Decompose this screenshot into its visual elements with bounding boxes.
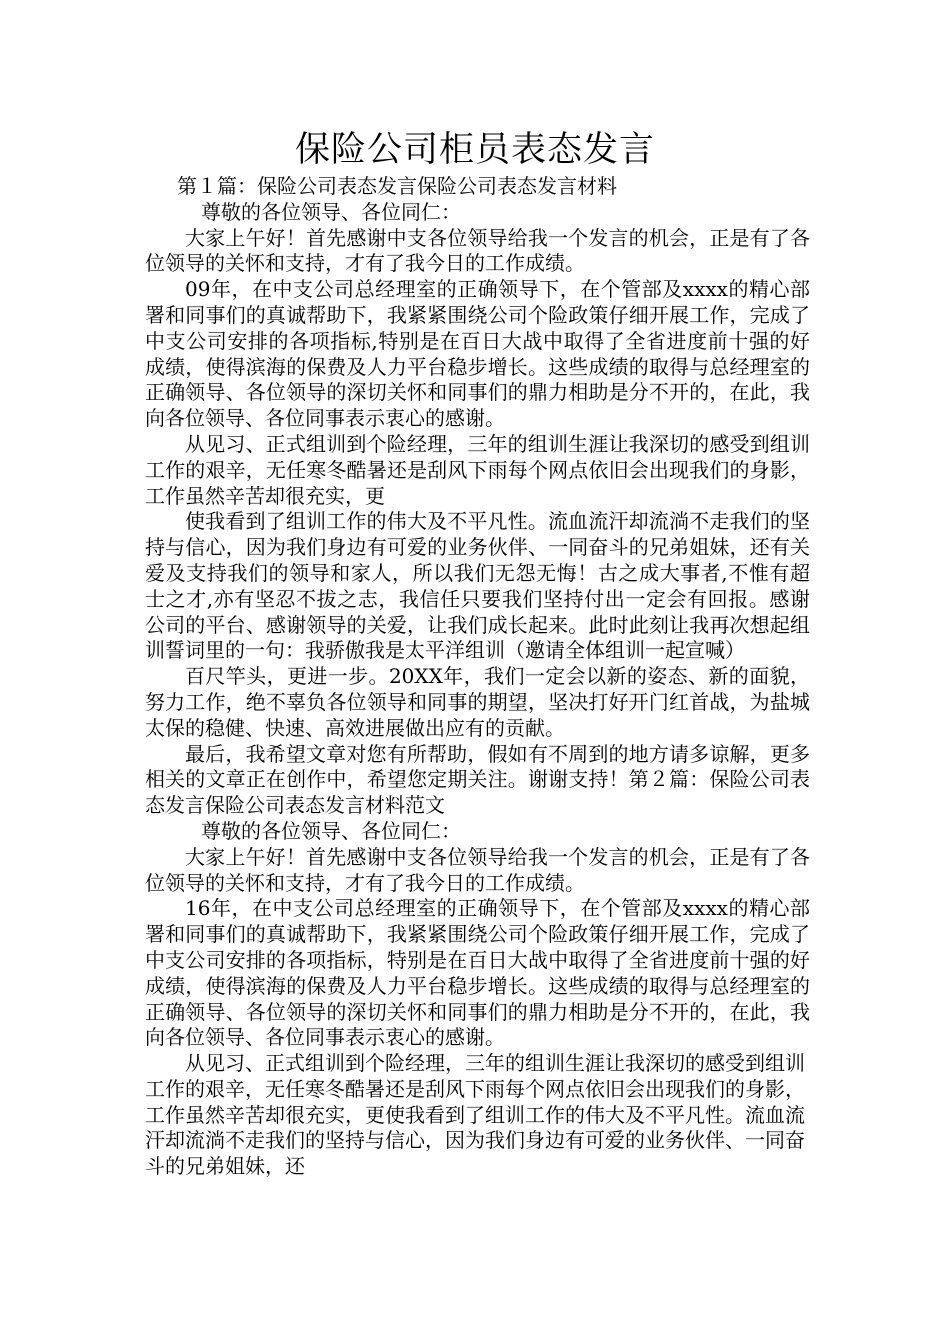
- section-heading-1: 第１篇：保险公司表态发言保险公司表态发言材料: [177, 174, 617, 198]
- body-paragraph: 百尺竿头，更进一步。20XX年，我们一定会以新的姿态、新的面貌，努力工作，绝不辜负各位领导和同事的期望，坚决打好开门红首战，为盐城太保的稳健、快速、高效进展做出应有的贡献。: [145, 664, 810, 740]
- body-paragraph: 大家上午好！首先感谢中支各位领导给我一个发言的机会，正是有了各位领导的关怀和支持，才有了我今日的工作成绩。: [145, 225, 810, 276]
- body-paragraph: 从见习、正式组训到个险经理，三年的组训生涯让我深切的感受到组训工作的艰辛，无任寒冬酷暑还是刮风下雨每个网点依旧会出现我们的身影，工作虽然辛苦却很充实，更: [145, 431, 810, 508]
- body-paragraph: 从见习、正式组训到个险经理，三年的组训生涯让我深切的感受到组训工作的艰辛，无任寒冬酷暑还是刮风下雨每个网点依旧会出现我们的身影，工作虽然辛苦却很充实，更使我看到了组训工作的伟大及不平凡性。流血流汗却流淌不走我们的坚持与信心，因为我们身边有可爱的业务伙伴、一同奋斗的兄弟姐妹，还: [145, 1051, 805, 1179]
- body-paragraph: 16年，在中支公司总经理室的正确领导下，在个管部及xxxx的精心部署和同事们的真诚帮助下，我紧紧围绕公司个险政策仔细开展工作，完成了中支公司安排的各项指标，特别是在百日大战中取得了全省进度前十强的好成绩，使得滨海的保费及人力平台稳步增长。这些成绩的取得与总经理室的正确领导、各位领导的深切关怀和同事们的鼎力相助是分不开的，在此，我向各位领导、各位同事表示衷心的感谢。: [145, 896, 810, 1050]
- document-body: [145, 174, 810, 1180]
- body-paragraph: 大家上午好！首先感谢中支各位领导给我一个发言的机会，正是有了各位领导的关怀和支持，才有了我今日的工作成绩。: [145, 844, 810, 895]
- document-title: 保险公司柜员表态发言: [294, 130, 655, 170]
- body-paragraph: 最后，我希望文章对您有所帮助，假如有不周到的地方请多谅解，更多相关的文章正在创作中，希望您定期关注。谢谢支持！第２篇：保险公司表态发言保险公司表态发言材料范文: [145, 741, 810, 818]
- body-paragraph: 09年，在中支公司总经理室的正确领导下，在个管部及xxxx的精心部署和同事们的真诚帮助下，我紧紧围绕公司个险政策仔细开展工作，完成了中支公司安排的各项指标,特别是在百日大战中取得了全省进度前十强的好成绩，使得滨海的保费及人力平台稳步增长。这些成绩的取得与总经理室的正确领导、各位领导的深切关怀和同事们的鼎力相助是分不开的，在此，我向各位领导、各位同事表示衷心的感谢。: [145, 277, 810, 431]
- body-paragraph: 使我看到了组训工作的伟大及不平凡性。流血流汗却流淌不走我们的坚持与信心，因为我们身边有可爱的业务伙伴、一同奋斗的兄弟姐妹，还有关爱及支持我们的领导和家人，所以我们无怨无悔！古之成大事者,不惟有超士之才,亦有坚忍不拔之志，我信任只要我们坚持付出一定会有回报。感谢公司的平台、感谢领导的关爱，让我们成长起来。此时此刻让我再次想起组训誓词里的一句：我骄傲我是太平洋组训（邀请全体组训一起宣喊）: [145, 509, 810, 663]
- greeting-paragraph: 尊敬的各位领导、各位同仁：: [201, 818, 461, 843]
- greeting-paragraph: 尊敬的各位领导、各位同仁：: [201, 199, 461, 224]
